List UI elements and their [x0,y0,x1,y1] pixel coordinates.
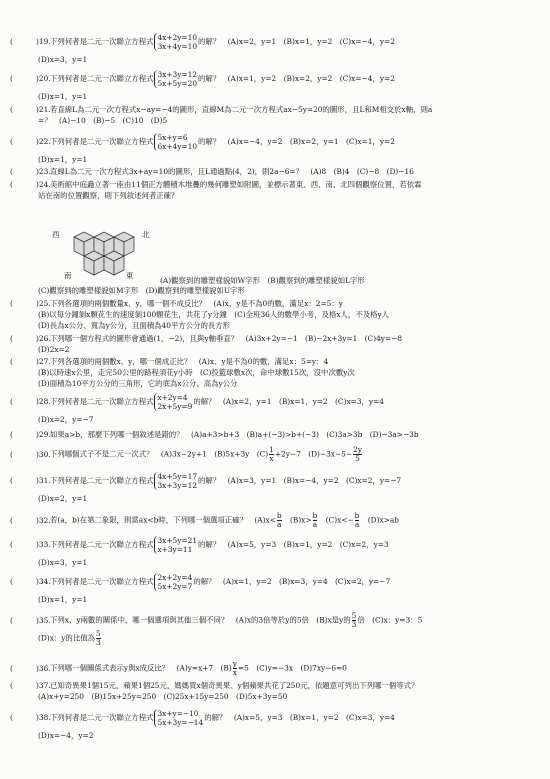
option-d: (D)x=−4，y=2 [38,731,94,740]
label-south: 南 [64,271,72,280]
question-30: ( )30.下列哪個式子不是二元一次式？ (A)3x−2y+1 (B)5x+3y (C) $\frac{1}{x}$ +2y−7 (D)−3x−5− $\frac{2y}{5}$ [10,445,362,463]
question-26: ( )26.下列哪一個方程式的圖形會通過(1，−2)，且與y軸垂直？ (A)3x+2y=−1 (B)−2x+3y=1 (C)4y=−8 [10,334,403,343]
question-27-line3: (D)面積為10平方公分的三角形，它的底為x公分、高為y公分 [38,379,238,388]
question-23: ( )23.直線L為二元一次方程式3x+ay=10的圖形，且L通過點(4，2)，則2a−6=？ (A)8 (B)4 (C)−8 (D)−16 [10,167,414,176]
question-25-line2: (B)以每分鐘剝x顆花生的速度剝100顆花生，共花了y分鐘 (C)全班36人的數學小考，及格x人，不及格y人 [38,310,390,319]
question-24: ( )24.美術館中庭矗立著一座由11個正方體積木堆疊的幾何雕塑如附圖，並標示著東、西、南、北四個觀察位置，若依霖 [10,180,422,189]
label-north: 北 [142,230,150,239]
question-35: ( )35.下列x、y兩數的關係中，哪一個選項與其他三個不同？ (A)x的3倍等於y的5倍 (B)x是y的 $\frac{5}{3}$ 倍 (C)x：y=3：5 [10,611,423,629]
equation-system: 2x+2y=4 5x+2y=7 [154,573,192,591]
question-20: ( )20.下列何者是二元一次聯立方程式 3x+3y=12 5x+5y=20 的解？ (A)x=1，y=2 (B)x=2，y=2 (C)x=−4，y=2 [10,70,395,88]
label-west: 西 [52,230,60,239]
option-d: (D)x=1，y=1 [38,92,88,101]
option-d: (D)x=1，y=1 [38,155,88,164]
question-25-line3: (D)長為x公分、寬為y公分，且面積為40平方公分的長方形 [38,321,231,330]
question-38: ( )38.下列何者是二元一次聯立方程式 3x+y=−10 5x+3y=−14 的解？ (A)x=5，y=3 (B)x=1，y=2 (C)x=3，y=4 [10,709,395,727]
fraction: $\frac{b}{a}$ [354,511,360,529]
question-31: ( )31.下列何者是二元一次聯立方程式 4x+5y=17 3x+3y=12 的解？ (A)x=3，y=1 (B)x=−4，y=2 (C)x=2，y=−7 [10,472,402,490]
equation-system: 3x+3y=12 5x+5y=20 [154,70,197,88]
option-d: (D)x=2，y=−7 [38,415,94,424]
question-24-options-ab: (A)觀察到的雕塑樣貌如W字形 (B)觀察到的雕塑樣貌如L字形 [160,276,365,285]
question-26-line2: (D)2x=2 [38,345,70,354]
question-34: ( )34.下列何者是二元一次聯立方程式 2x+2y=4 5x+2y=7 的解？ (A)x=1，y=2 (B)x=3，y=4 (C)x=2，y=−7 [10,573,391,591]
question-32: ( )32.若(a，b)在第二象限，則當ax<b時，下列哪一個選項正確？ (A)x< $\frac{b}{a}$ (B)x> $\frac{b}{a}$ (C)x<− $\frac{b}{a}$ (D)x>ab [10,511,399,529]
question-37: ( )37.已知奇異果1個15元，蘋果1個25元，媽媽買x個奇異果、y個蘋果共花了250元，依題意可列出下列哪一個等式？ [10,681,419,690]
option-d: (D)x=3，y=1 [38,55,88,64]
label-east: 東 [126,271,134,280]
fraction: $\frac{1}{x}$ [269,445,274,463]
fraction: $\frac{5}{3}$ [351,611,357,629]
option-d: (D)x：y的比值為 $\frac{5}{3}$ [38,629,101,647]
fraction: $\frac{2y}{5}$ [353,445,362,463]
question-36: ( )36.下列哪一個關係式表示y與x成反比？ (A)y=x+7 (B) $\frac{y}{x}$ =5 (C)y=−3x (D)7xy−6=0 [10,659,347,677]
equation-system: 4x+2y=10 3x+4y=10 [154,33,197,51]
question-22: ( )22.下列何者是二元一次聯立方程式 5x+y=6 6x+4y=10 的解？ (A)x=−4，y=2 (B)x=2，y=1 (C)x=1，y=2 [10,133,395,151]
fraction: $\frac{y}{x}$ [232,659,237,677]
equation-system: 4x+5y=17 3x+3y=12 [154,472,197,490]
equation-system: 3x+5y=21 x+3y=11 [154,536,197,554]
equation-system: 5x+y=6 6x+4y=10 [154,133,197,151]
option-d: (D)x=3，y=1 [38,558,88,567]
question-27: ( )27.下列各選項的兩個數x、y，哪一個成正比？ (A)x、y是不為0的數，滿足x：5=y：4 [10,357,329,366]
question-27-line2: (B)以時速x公里，走完50公里的路程須花y小時 (C)投籃球數x次，命中球數15次，沒中次數y次 [38,368,355,377]
question-25: ( )25.下列各選項的兩個數量x、y，哪一個不成反比？ (A)x、y是不為0的數，滿足x：2=5：y [10,299,343,308]
fraction: $\frac{5}{3}$ [96,629,101,647]
question-33: ( )33.下列何者是二元一次聯立方程式 3x+5y=21 x+3y=11 的解？ (A)x=5，y=3 (B)x=1，y=2 (C)x=2，y=3 [10,536,389,554]
question-28: ( )28.下列何者是二元一次聯立方程式 x+2y=4 2x+5y=9 的解？ (A)x=2，y=1 (B)x=1，y=2 (C)x=3，y=4 [10,393,384,411]
equation-system: x+2y=4 2x+5y=9 [154,393,192,411]
fraction: $\frac{b}{a}$ [276,511,282,529]
question-21: ( )21.若直線L為二元一次方程式x−ay=−4的圖形，直線M為二元一次方程式ax−5y=20的圖形，且L和M相交於x軸，則a [10,105,433,114]
option-d: (D)x=2，y=1 [38,494,88,503]
question-24-options-cd: (C)觀察到的雕塑樣貌如M字形 (D)觀察到的雕塑樣貌如U字形 [38,286,245,295]
question-19: ( )19.下列何者是二元一次聯立方程式 4x+2y=10 3x+4y=10 的解？ (A)x=2，y=1 (B)x=1，y=2 (C)x=−4，y=2 [10,33,395,51]
question-29: ( )29.如果a>b，那麼下列哪一個敘述是錯的？ (A)a+3>b+3 (B)a+(−3)>b+(−3) (C)3a>3b (D)−3a>−3b [10,430,419,439]
question-21-line2: =？ (A)−10 (B)−5 (C)10 (D)5 [38,116,168,125]
question-37-line2: (A)x+y=250 (B)15x+25y=250 (C)25x+15y=250 (D)5x+3y=50 [38,692,288,701]
equation-system: 3x+y=−10 5x+3y=−14 [154,709,203,727]
question-24-line2: 站在南的位置觀察，則下列敘述何者正確？ [38,191,179,200]
option-d: (D)x=1，y=1 [38,595,88,604]
fraction: $\frac{b}{a}$ [312,511,318,529]
